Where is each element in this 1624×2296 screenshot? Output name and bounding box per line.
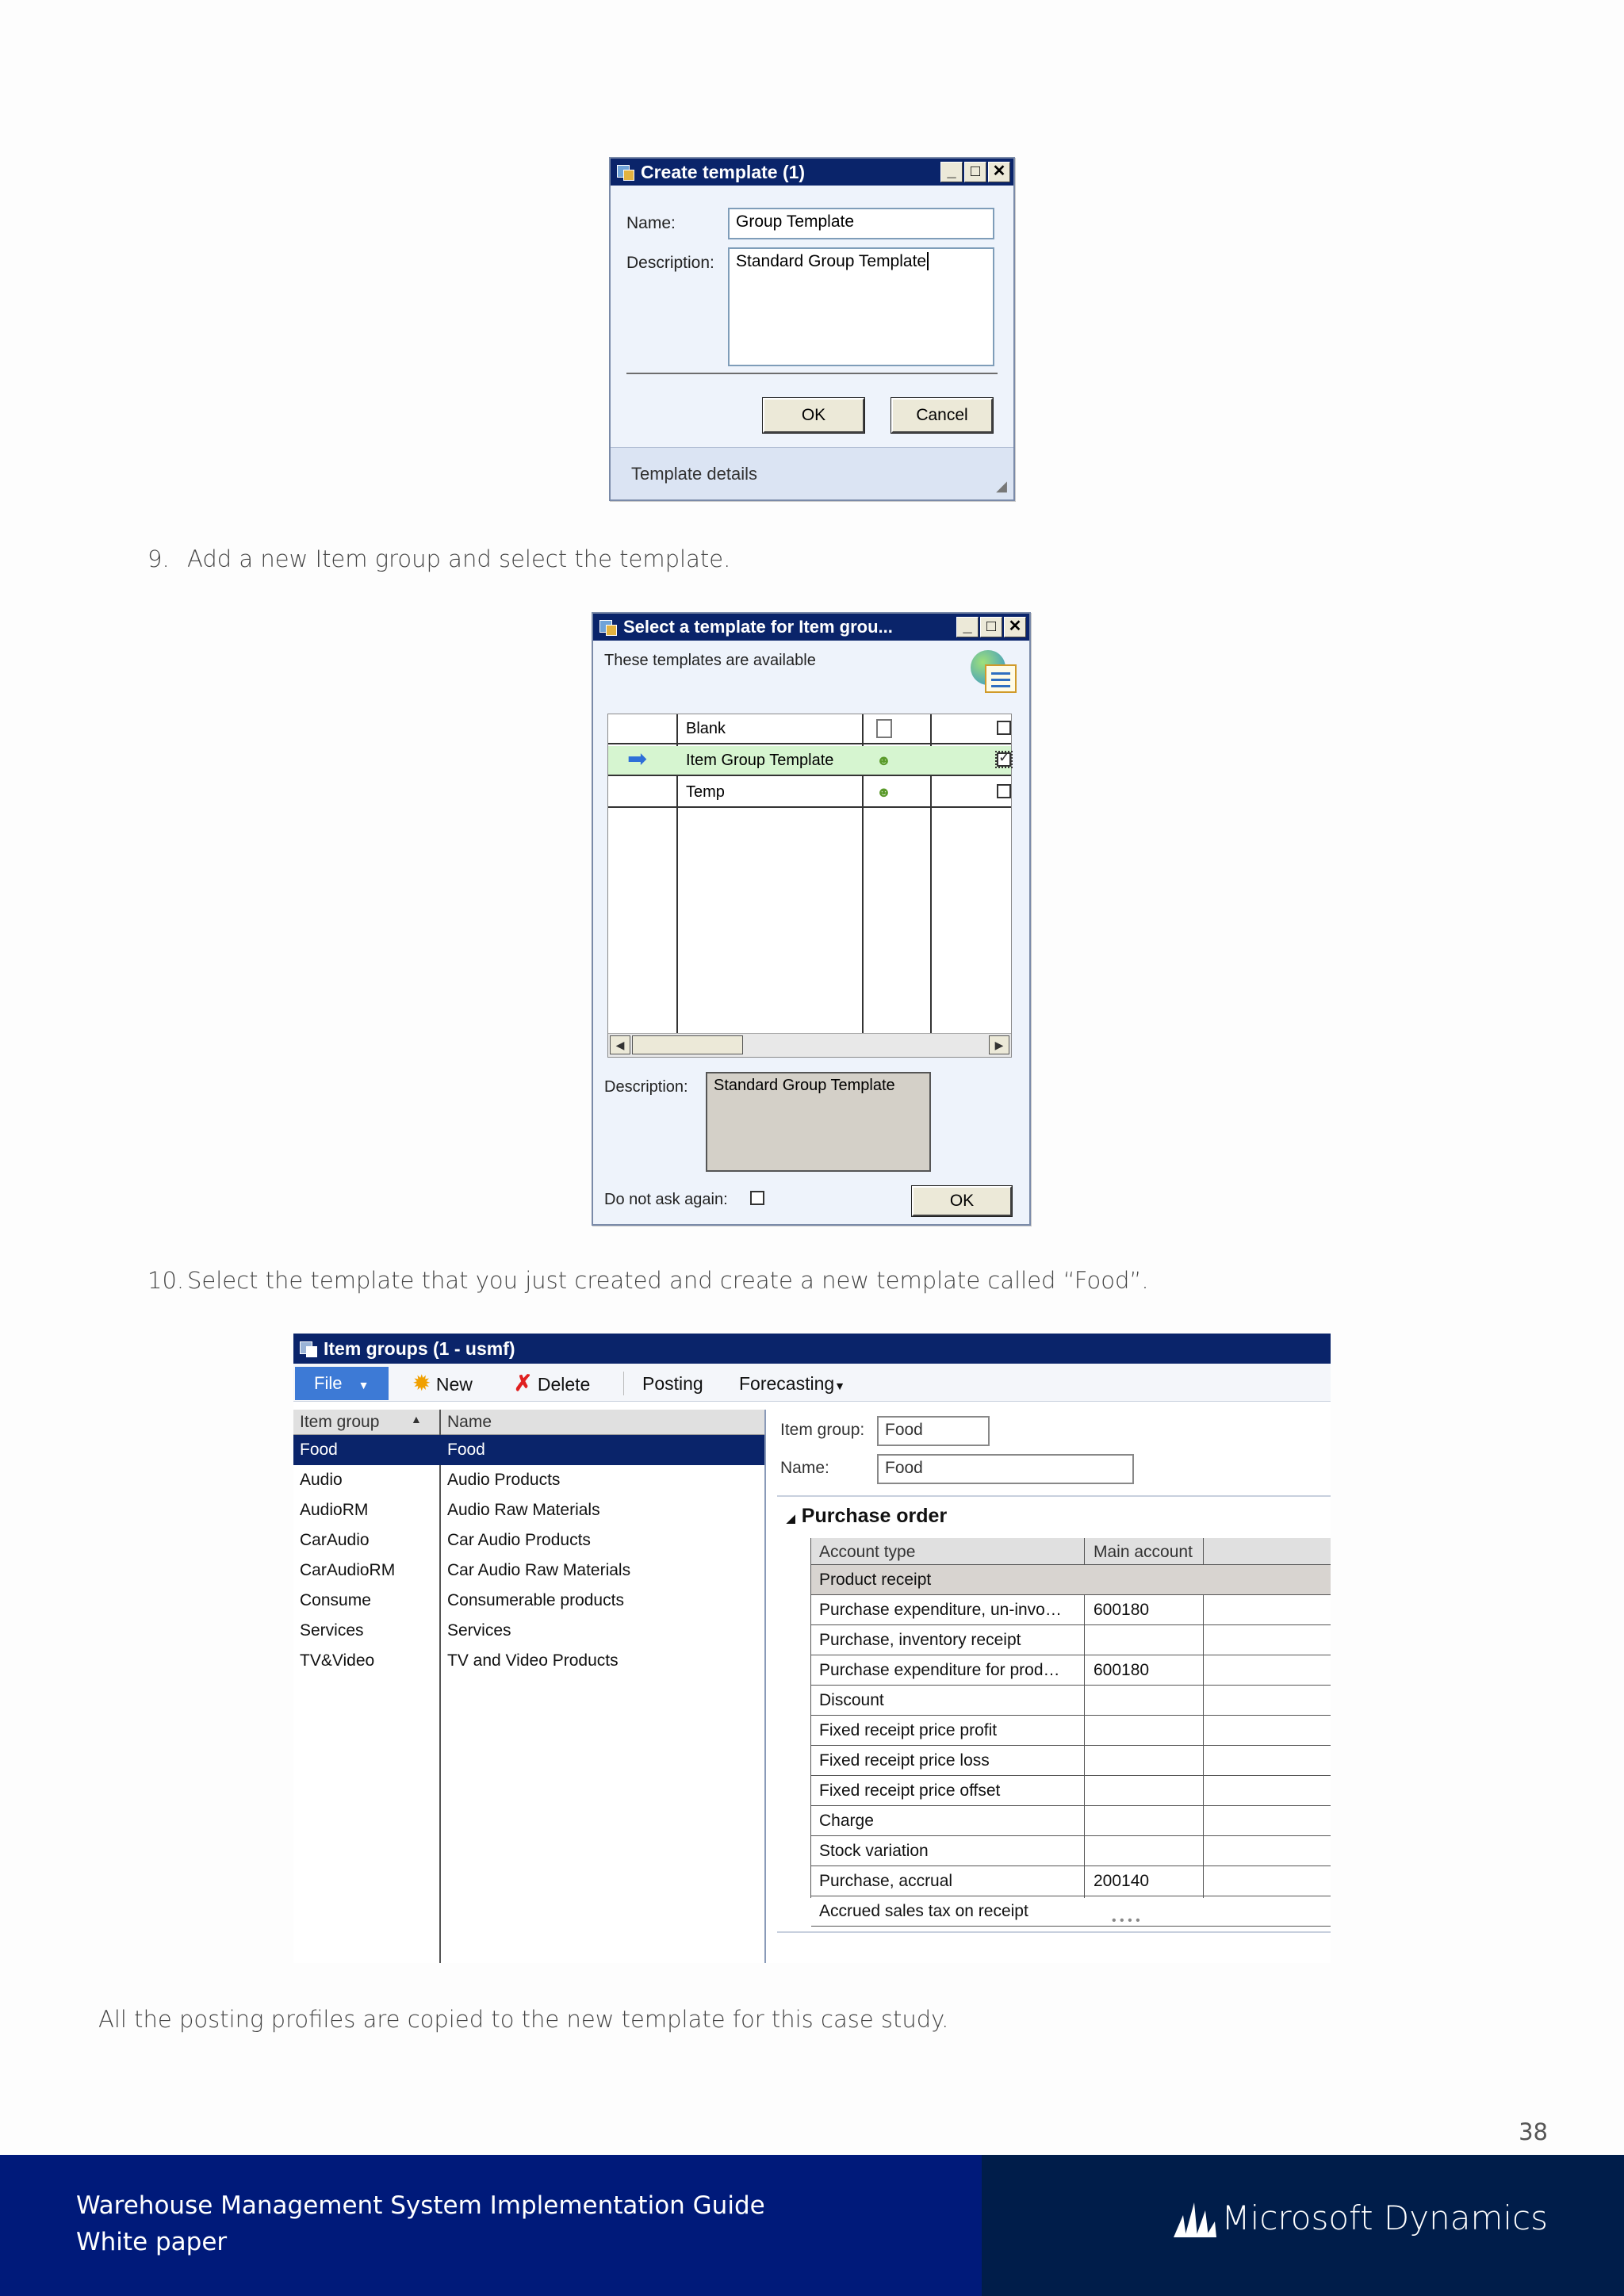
- list-item[interactable]: [293, 1616, 764, 1646]
- table-row[interactable]: [811, 1776, 1331, 1806]
- item-group-name: Car Audio Products: [447, 1531, 591, 1549]
- table-row[interactable]: [811, 1806, 1331, 1836]
- minimize-icon[interactable]: _: [940, 162, 963, 182]
- dialog-title: Create template (1): [641, 161, 806, 182]
- horizontal-scrollbar[interactable]: [608, 1033, 1011, 1057]
- item-group-code: Audio: [300, 1471, 343, 1489]
- template-name: Temp: [686, 783, 725, 801]
- table-row[interactable]: [811, 1595, 1331, 1625]
- table-row[interactable]: [811, 1836, 1331, 1866]
- item-group-field[interactable]: Food: [877, 1416, 990, 1446]
- cancel-button[interactable]: Cancel: [891, 398, 993, 433]
- description-field[interactable]: [728, 247, 994, 366]
- default-checkbox[interactable]: [997, 749, 1011, 767]
- bottom-divider: [777, 1931, 1331, 1933]
- app-icon: [598, 617, 619, 637]
- account-type-cell: Purchase, inventory receipt: [819, 1631, 1021, 1649]
- toolbar-separator: [623, 1372, 624, 1395]
- account-grid-header: [811, 1538, 1331, 1565]
- microsoft-dynamics-logo: [1174, 2198, 1548, 2237]
- scroll-left-icon[interactable]: ◀: [610, 1035, 630, 1054]
- detail-pane: [771, 1410, 1331, 1963]
- available-templates-text: These templates are available: [604, 652, 816, 669]
- new-button[interactable]: [412, 1367, 473, 1400]
- step-9-number: 9.: [147, 545, 170, 572]
- more-rows-grip[interactable]: • • • •: [1112, 1914, 1140, 1927]
- item-group-code: Food: [300, 1441, 338, 1459]
- account-type-cell: Purchase expenditure, un-invo…: [819, 1601, 1062, 1619]
- list-item[interactable]: [293, 1556, 764, 1586]
- step-9-text: Add a new Item group and select the template.: [187, 545, 731, 572]
- new-label: New: [435, 1374, 473, 1395]
- table-row[interactable]: [811, 1896, 1331, 1927]
- user-template-icon: ☻: [876, 784, 891, 800]
- table-row[interactable]: [811, 1716, 1331, 1746]
- file-menu-button[interactable]: [295, 1367, 389, 1400]
- default-checkbox[interactable]: [997, 721, 1011, 735]
- new-star-icon: ✹: [412, 1371, 431, 1395]
- table-row[interactable]: [811, 1866, 1331, 1896]
- name-label: Name:: [780, 1459, 829, 1477]
- footer-title: Warehouse Management System Implementation Guide: [76, 2191, 765, 2220]
- ok-button[interactable]: OK: [912, 1186, 1012, 1216]
- footer-subtitle: White paper: [76, 2228, 228, 2256]
- close-icon[interactable]: ✕: [988, 162, 1010, 182]
- app-icon: [298, 1338, 319, 1359]
- select-template-dialog: [592, 612, 1031, 1226]
- collapse-triangle-icon: ◢: [787, 1512, 795, 1525]
- dialog-title-bar[interactable]: [593, 614, 1029, 641]
- template-row[interactable]: [608, 778, 1011, 808]
- scroll-thumb[interactable]: [632, 1035, 743, 1054]
- delete-label: Delete: [537, 1374, 591, 1395]
- close-icon[interactable]: ✕: [1004, 617, 1026, 637]
- name-label: Name:: [626, 214, 676, 232]
- item-group-name: TV and Video Products: [447, 1651, 619, 1670]
- step-10-number: 10.: [147, 1267, 185, 1294]
- sort-ascending-icon: ▲: [411, 1413, 422, 1425]
- account-type-cell: Fixed receipt price offset: [819, 1781, 1001, 1800]
- item-group-name: Audio Raw Materials: [447, 1501, 600, 1519]
- divider: [626, 373, 998, 374]
- user-template-icon: ☻: [876, 752, 891, 768]
- main-account-cell: 600180: [1094, 1661, 1150, 1679]
- list-header: [293, 1410, 764, 1435]
- description-field: Standard Group Template: [706, 1072, 931, 1172]
- brand-name: Microsoft Dynamics: [1221, 2198, 1548, 2237]
- file-menu-label: File: [314, 1373, 343, 1393]
- do-not-ask-checkbox[interactable]: [750, 1191, 764, 1205]
- dynamics-logo-icon: [1174, 2198, 1216, 2237]
- create-template-dialog: [609, 157, 1015, 501]
- maximize-icon[interactable]: □: [980, 617, 1002, 637]
- main-account-cell: 600180: [1094, 1601, 1150, 1619]
- list-item[interactable]: [293, 1586, 764, 1616]
- purchase-order-fasttab[interactable]: [787, 1505, 947, 1528]
- step-9: [147, 545, 730, 572]
- action-pane: [293, 1364, 1331, 1402]
- maximize-icon[interactable]: □: [964, 162, 986, 182]
- item-group-name: Consumerable products: [447, 1591, 624, 1609]
- step-10-text: Select the template that you just created and create a new template called “Food”.: [187, 1267, 1149, 1294]
- table-row[interactable]: [811, 1746, 1331, 1776]
- dropdown-arrow-icon: ▼: [834, 1380, 846, 1392]
- template-name: Item Group Template: [686, 752, 834, 769]
- template-row[interactable]: [608, 746, 1011, 776]
- column-header-account-type[interactable]: Account type: [819, 1543, 916, 1561]
- item-group-name: Services: [447, 1621, 511, 1640]
- list-item[interactable]: [293, 1495, 764, 1525]
- blank-document-icon: [876, 719, 892, 738]
- minimize-icon[interactable]: _: [956, 617, 979, 637]
- account-type-cell: Discount: [819, 1691, 884, 1709]
- description-value: Standard Group Template: [736, 252, 927, 270]
- item-group-code: Services: [300, 1621, 364, 1640]
- table-row[interactable]: [811, 1625, 1331, 1655]
- name-field[interactable]: Group Template: [728, 208, 994, 239]
- account-type-cell: Accrued sales tax on receipt: [819, 1902, 1028, 1920]
- name-field[interactable]: Food: [877, 1454, 1134, 1484]
- list-item[interactable]: [293, 1525, 764, 1556]
- default-checkbox[interactable]: [997, 784, 1011, 798]
- main-account-cell: 200140: [1094, 1872, 1150, 1890]
- column-header-name[interactable]: Name: [447, 1413, 492, 1431]
- template-name: Blank: [686, 720, 726, 737]
- item-group-name: Audio Products: [447, 1471, 561, 1489]
- item-group-code: AudioRM: [300, 1501, 369, 1519]
- dialog-title: Select a template for Item grou...: [623, 617, 893, 637]
- delete-button[interactable]: [514, 1367, 590, 1400]
- window-title-bar[interactable]: [293, 1334, 1331, 1364]
- dialog-title-bar[interactable]: [611, 159, 1013, 186]
- list-item[interactable]: [293, 1465, 764, 1495]
- window-title: Item groups (1 - usmf): [324, 1337, 515, 1359]
- page-number: 38: [1519, 2118, 1548, 2145]
- item-group-name: Food: [447, 1441, 485, 1459]
- item-group-name: Car Audio Raw Materials: [447, 1561, 631, 1579]
- forecasting-label: Forecasting: [739, 1373, 835, 1394]
- item-groups-window: [293, 1334, 1331, 1963]
- do-not-ask-label: Do not ask again:: [604, 1191, 728, 1208]
- forecasting-button[interactable]: [739, 1367, 845, 1400]
- item-group-code: Consume: [300, 1591, 371, 1609]
- closing-text: All the posting profiles are copied to the new template for this case study.: [98, 2006, 949, 2033]
- template-list-icon: [971, 650, 1018, 695]
- description-label: Description:: [604, 1078, 688, 1096]
- item-group-label: Item group:: [780, 1421, 865, 1439]
- posting-button[interactable]: Posting: [642, 1373, 703, 1394]
- account-type-cell: Charge: [819, 1812, 874, 1830]
- table-row[interactable]: [811, 1686, 1331, 1716]
- section-title: Purchase order: [801, 1505, 948, 1527]
- panel-splitter[interactable]: [764, 1410, 769, 1963]
- item-group-list: [293, 1410, 764, 1963]
- footer-brand-band: [982, 2155, 1624, 2296]
- delete-x-icon: ✗: [514, 1371, 533, 1395]
- account-type-cell: Fixed receipt price profit: [819, 1721, 998, 1739]
- ok-button[interactable]: OK: [763, 398, 864, 433]
- table-row[interactable]: [811, 1565, 1331, 1595]
- account-type-cell: Product receipt: [819, 1571, 932, 1589]
- list-item[interactable]: [293, 1435, 764, 1465]
- list-item[interactable]: [293, 1646, 764, 1676]
- section-divider: [777, 1495, 1331, 1497]
- check-icon: ✓: [998, 749, 1011, 765]
- chevron-down-icon: ▼: [358, 1379, 370, 1391]
- item-group-code: CarAudioRM: [300, 1561, 396, 1579]
- step-10: [147, 1267, 1149, 1294]
- current-row-arrow-icon: ➡: [627, 746, 648, 772]
- app-icon: [615, 162, 636, 182]
- account-type-cell: Stock variation: [819, 1842, 929, 1860]
- resize-grip-icon[interactable]: ◢: [996, 478, 1007, 494]
- item-group-code: CarAudio: [300, 1531, 370, 1549]
- account-grid: [810, 1538, 1331, 1920]
- column-header-main-account[interactable]: Main account: [1094, 1543, 1193, 1561]
- account-type-cell: Purchase expenditure for prod…: [819, 1661, 1060, 1679]
- template-grid: [607, 714, 1012, 1058]
- column-header-item-group[interactable]: Item group: [300, 1413, 380, 1431]
- footer-band: [0, 2155, 982, 2296]
- template-details-bar[interactable]: [611, 447, 1013, 499]
- scroll-right-icon[interactable]: ▶: [989, 1035, 1009, 1054]
- account-type-cell: Purchase, accrual: [819, 1872, 953, 1890]
- template-details-label: Template details: [631, 464, 757, 484]
- account-type-cell: Fixed receipt price loss: [819, 1751, 990, 1770]
- description-label: Description:: [626, 254, 714, 272]
- template-row[interactable]: [608, 714, 1011, 744]
- item-group-code: TV&Video: [300, 1651, 375, 1670]
- table-row[interactable]: [811, 1655, 1331, 1686]
